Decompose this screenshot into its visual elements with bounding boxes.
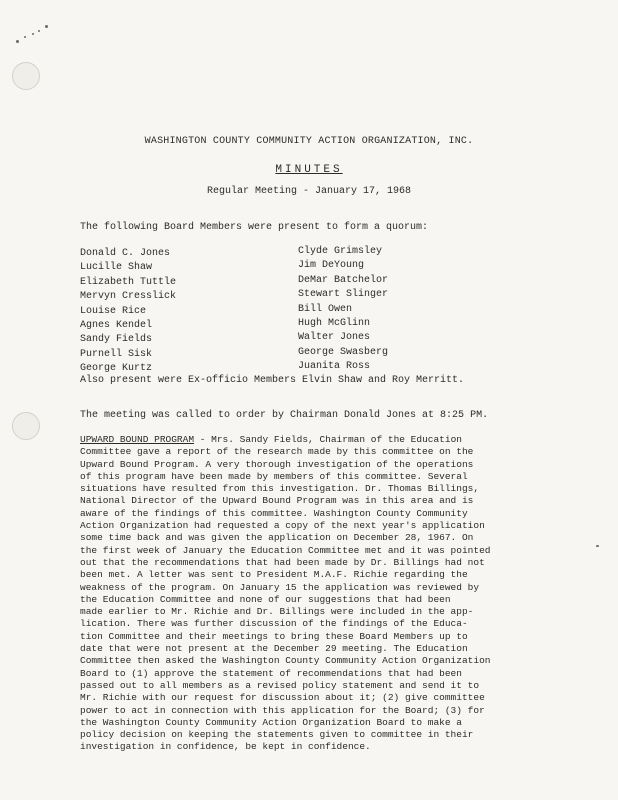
paragraph-line: been met. A letter was sent to President M.A.F. Richie regarding the — [80, 569, 468, 581]
paragraph-line: lication. There was further discussion of the findings of the Educa- — [80, 618, 468, 630]
paragraph-line: situations have resulted from this investigation. Dr. Thomas Billings, — [80, 483, 480, 495]
member-name: Juanita Ross — [298, 361, 371, 373]
scan-speck — [32, 33, 34, 35]
paragraph-line: passed out to all members as a revised policy statement and send it to — [80, 679, 480, 691]
minutes-title-text: MINUTES — [275, 164, 343, 176]
punch-hole — [12, 412, 40, 440]
member-name: Jim DeYoung — [298, 260, 365, 272]
member-name: Sandy Fields — [80, 334, 153, 346]
section-heading: UPWARD BOUND PROGRAM — [80, 434, 195, 445]
member-name: Stewart Slinger — [298, 289, 389, 301]
call-to-order-note: The meeting was called to order by Chairman Donald Jones at 8:25 PM. — [80, 410, 489, 421]
member-name: Lucille Shaw — [80, 262, 153, 274]
paragraph-line: some time back and was given the application on December 28, 1967. On — [80, 532, 474, 544]
paragraph-line: date that were not present at the December 29 meeting. The Education — [80, 643, 468, 655]
scan-speck — [38, 30, 40, 32]
member-name: Walter Jones — [298, 332, 371, 344]
paragraph-line: of this program have been made by members of this committee. Several — [80, 470, 468, 482]
attendance-intro: The following Board Members were present to form a quorum: — [80, 222, 429, 233]
paragraph-line: Action Organization had requested a copy of the next year's application — [80, 520, 485, 532]
member-name: Bill Owen — [298, 303, 353, 315]
scan-speck — [24, 36, 26, 38]
paragraph-line: policy decision on keeping the statements given to committee in their — [80, 729, 474, 741]
paragraph-line: made earlier to Mr. Richie and Dr. Billings were included in the app- — [80, 606, 474, 618]
paragraph-line: the first week of January the Education Committee met and it was pointed — [80, 544, 491, 556]
paragraph-line: the Washington County Community Action Organization Board to make a — [80, 716, 462, 728]
paragraph-line: Board to (1) approve the statement of recommendations that had been — [80, 667, 462, 679]
scan-speck — [596, 545, 599, 547]
paragraph-line: - Mrs. Sandy Fields, Chairman of the Education — [194, 434, 462, 445]
member-name: DeMar Batchelor — [298, 274, 389, 286]
upward-bound-section — [80, 434, 520, 754]
organization-heading: WASHINGTON COUNTY COMMUNITY ACTION ORGANIZATION, INC. — [144, 136, 474, 147]
scan-speck — [45, 25, 48, 28]
paragraph-line: Upward Bound Program. A very thorough investigation of the operations — [80, 458, 474, 470]
member-name: George Swasberg — [298, 346, 389, 358]
member-name: Hugh McGlinn — [298, 318, 371, 330]
punch-hole — [12, 62, 40, 90]
member-name: Mervyn Cresslick — [80, 291, 177, 303]
paragraph-line: tion Committee and their meetings to bring these Board Members up to — [80, 630, 468, 642]
member-name: Agnes Kendel — [80, 320, 153, 332]
paragraph-line: Committee gave a report of the research made by this committee on the — [80, 446, 474, 458]
member-name: Clyde Grimsley — [298, 246, 383, 257]
paragraph-line: weakness of the program. On January 15 the application was reviewed by — [80, 581, 480, 593]
paragraph-line: Mr. Richie with our request for discussion about it; (2) give committee — [80, 692, 485, 704]
document-title — [0, 164, 618, 176]
paragraph-line: power to act in connection with this application for the Board; (3) for — [80, 704, 485, 716]
paragraph-first-line — [80, 434, 520, 446]
paragraph-line: aware of the findings of this committee. Washington County Community — [80, 507, 468, 519]
meeting-date: Regular Meeting - January 17, 1968 — [206, 186, 412, 197]
member-name: Elizabeth Tuttle — [80, 276, 177, 288]
paragraph-line: Committee then asked the Washington County Community Action Organization — [80, 655, 491, 667]
scan-speck — [16, 40, 19, 43]
paragraph-line: investigation in confidence, be kept in confidence. — [80, 741, 371, 753]
member-name: George Kurtz — [80, 363, 153, 375]
also-present-note: Also present were Ex-officio Members Elvin Shaw and Roy Merritt. — [80, 375, 465, 386]
member-name: Donald C. Jones — [80, 248, 171, 259]
members-right-column — [298, 245, 388, 375]
member-name: Louise Rice — [80, 305, 147, 317]
member-name: Purnell Sisk — [80, 348, 153, 360]
members-left-column — [80, 247, 176, 377]
paragraph-line: the Education Committee and none of our suggestions that had been — [80, 593, 451, 605]
paragraph-line: out that the recommendations that had been made by Dr. Billings had not — [80, 556, 485, 568]
paragraph-line: National Director of the Upward Bound Program was in this area and is — [80, 495, 474, 507]
